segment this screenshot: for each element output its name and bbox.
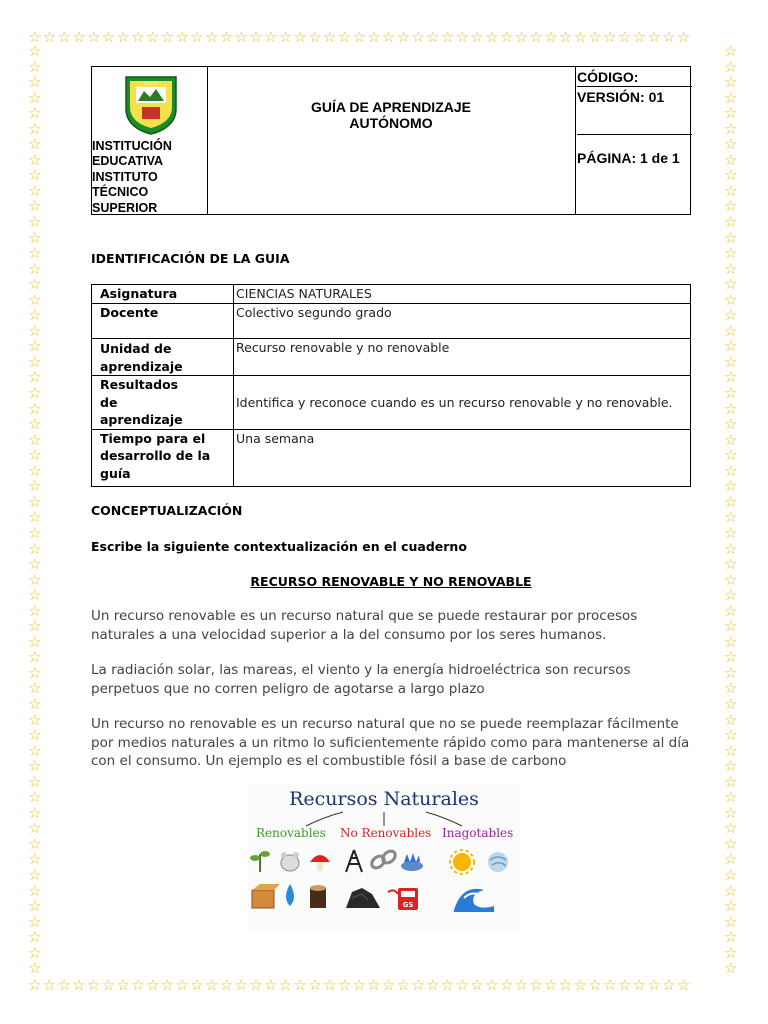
star-border-right: ☆☆☆☆☆☆☆☆☆☆☆☆☆☆☆☆☆☆☆☆☆☆☆☆☆☆☆☆☆☆☆☆☆☆☆☆☆☆☆☆☆☆☆☆☆☆☆☆☆☆☆☆☆☆☆☆☆☆☆☆ — [724, 44, 738, 974]
section-subtitle: RECURSO RENOVABLE Y NO RENOVABLE — [250, 574, 532, 589]
row-key: Asignatura — [92, 285, 234, 304]
label-inexhaustible: Inagotables — [442, 826, 514, 840]
guide-title: GUÍA DE APRENDIZAJE AUTÓNOMO — [311, 99, 471, 131]
row-value: Recurso renovable y no renovable — [234, 339, 691, 376]
table-row — [92, 376, 691, 430]
star-border-left: ☆☆☆☆☆☆☆☆☆☆☆☆☆☆☆☆☆☆☆☆☆☆☆☆☆☆☆☆☆☆☆☆☆☆☆☆☆☆☆☆☆☆☆☆☆☆☆☆☆☆☆☆☆☆☆☆☆☆☆☆ — [28, 44, 42, 974]
row-key: Unidad de aprendizaje — [92, 339, 234, 376]
institution-name: INSTITUCIÓN EDUCATIVA INSTITUTO TÉCNICO SUPERIOR — [92, 139, 172, 215]
natural-resources-figure — [248, 784, 520, 932]
institution-cell — [92, 67, 208, 214]
figure-title: Recursos Naturales — [289, 788, 479, 810]
chain-icon — [369, 849, 397, 871]
table-row — [92, 304, 691, 339]
version-label: VERSIÓN: 01 — [577, 87, 692, 135]
paragraph-perpetual: La radiación solar, las mareas, el viento y la energía hidroeléctrica son recursos perpetuos que no corren peligro de agotarse a largo plazo — [91, 662, 631, 697]
document-control-cell — [575, 67, 691, 214]
identification-heading: IDENTIFICACIÓN DE LA GUIA — [91, 251, 290, 266]
table-row — [92, 285, 691, 304]
codigo-label: CÓDIGO: — [577, 67, 692, 87]
label-non-renewables: No Renovables — [340, 826, 432, 840]
paragraph-renewable: Un recurso renovable es un recurso natural que se puede restaurar por procesos naturales a una velocidad superior a la del consumo por los seres humanos. — [91, 608, 638, 643]
plant-icon — [250, 851, 270, 872]
row-value: Una semana — [234, 429, 691, 486]
row-key: Docente — [92, 304, 234, 339]
sun-icon — [450, 850, 474, 874]
row-value: Identifica y reconoce cuando es un recurso renovable y no renovable. — [234, 376, 691, 430]
wood-icon — [252, 884, 280, 908]
table-row — [92, 429, 691, 486]
star-border-bottom: ☆☆☆☆☆☆☆☆☆☆☆☆☆☆☆☆☆☆☆☆☆☆☆☆☆☆☆☆☆☆☆☆☆☆☆☆☆☆☆☆☆☆☆☆☆ — [28, 978, 692, 994]
animal-icon — [281, 852, 299, 871]
wave-icon — [454, 889, 494, 912]
table-row — [92, 339, 691, 376]
mushroom-icon — [310, 855, 330, 871]
document-header — [91, 66, 691, 215]
oil-rig-icon — [346, 850, 362, 872]
star-border-top: ☆☆☆☆☆☆☆☆☆☆☆☆☆☆☆☆☆☆☆☆☆☆☆☆☆☆☆☆☆☆☆☆☆☆☆☆☆☆☆☆☆☆☆☆☆ — [28, 30, 692, 46]
paragraph-nonrenewable: Un recurso no renovable es un recurso natural que no se puede reemplazar fácilmente por medios naturales a un ritmo lo suficientemente rápido como para mantenerse al día con el consumo. Un ejemplo es el combustible fósil a base de carbono — [91, 716, 690, 769]
resource-icons — [248, 848, 520, 932]
water-drop-icon — [286, 884, 294, 906]
coal-icon — [346, 888, 380, 908]
svg-text:I.E.I.T.S: I.E.I.T.S — [143, 81, 159, 86]
label-renewables: Renovables — [256, 826, 326, 840]
wind-icon — [488, 852, 508, 872]
gas-pump-label: GS — [402, 901, 414, 909]
log-icon — [310, 885, 326, 908]
school-shield-logo — [124, 73, 178, 135]
page-label: PÁGINA: 1 de 1 — [577, 150, 680, 166]
conceptualization-heading: CONCEPTUALIZACIÓN — [91, 503, 243, 518]
row-value: Colectivo segundo grado — [234, 304, 691, 339]
identification-table — [91, 284, 691, 487]
row-key: Resultados de aprendizaje — [92, 376, 234, 430]
row-value: CIENCIAS NATURALES — [234, 285, 691, 304]
gas-burner-icon — [401, 853, 423, 871]
row-key: Tiempo para el desarrollo de la guía — [92, 429, 234, 486]
instruction-text: Escribe la siguiente contextualización en el cuaderno — [91, 539, 467, 554]
